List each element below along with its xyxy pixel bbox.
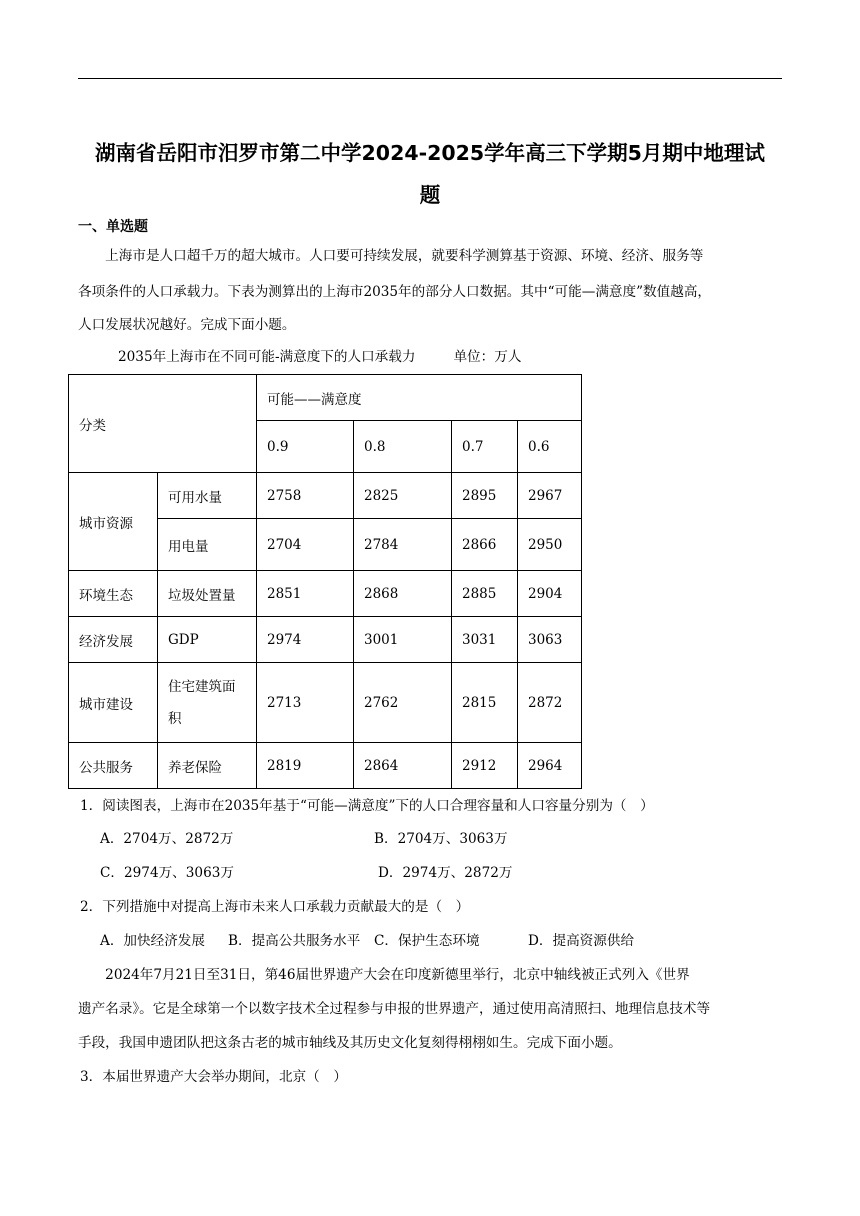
value-cell: 2864: [354, 743, 452, 789]
value-cell: 2885: [452, 571, 518, 617]
item-cell: GDP: [158, 617, 257, 663]
question-1-option-a: A．2704万、2872万: [100, 831, 234, 847]
table-unit: 单位：万人: [453, 349, 522, 365]
section-heading: 一、单选题: [78, 219, 148, 235]
value-cell: 2967: [518, 473, 582, 519]
value-cell: 2868: [354, 571, 452, 617]
value-cell: 2872: [518, 663, 582, 743]
level-cell: 0.6: [518, 421, 582, 473]
value-cell: 2904: [518, 571, 582, 617]
level-cell: 0.7: [452, 421, 518, 473]
value-cell: 2819: [257, 743, 354, 789]
group-cell: 经济发展: [69, 617, 158, 663]
value-cell: 3001: [354, 617, 452, 663]
exam-title-line-2: 题: [419, 183, 441, 207]
question-1-option-d: D．2974万、2872万: [378, 865, 513, 881]
table-row: [69, 743, 582, 789]
item-text-line-2: 积: [168, 710, 182, 727]
level-cell: 0.9: [257, 421, 354, 473]
value-cell: 2825: [354, 473, 452, 519]
value-cell: 2912: [452, 743, 518, 789]
exam-title-line-1: 湖南省岳阳市汨罗市第二中学2024-2025学年高三下学期5月期中地理试: [95, 141, 765, 165]
table-row: [69, 663, 582, 743]
item-cell: 用电量: [158, 519, 257, 571]
passage1-line-3: 人口发展状况越好。完成下面小题。: [78, 317, 296, 333]
table-header-row: [69, 375, 582, 421]
question-2-option-c: C．保护生态环境: [374, 933, 480, 949]
value-cell: 3031: [452, 617, 518, 663]
item-cell: 垃圾处置量: [158, 571, 257, 617]
table-caption: [118, 348, 521, 366]
passage2-line-1: 2024年7月21日至31日，第46届世界遗产大会在印度新德里举行，北京中轴线被正式列入《世界: [78, 967, 690, 983]
table-caption-title: 2035年上海市在不同可能-满意度下的人口承载力: [118, 349, 416, 365]
item-cell: 可用水量: [158, 473, 257, 519]
value-cell: 2762: [354, 663, 452, 743]
question-1-option-c: C．2974万、3063万: [100, 865, 234, 881]
value-cell: 2704: [257, 519, 354, 571]
group-cell: 公共服务: [69, 743, 158, 789]
passage2-line-2: 遗产名录》。它是全球第一个以数字技术全过程参与申报的世界遗产，通过使用高清照扫、地理信息技术等: [78, 1001, 711, 1017]
header-rule: [78, 78, 782, 79]
population-capacity-table: [68, 374, 582, 789]
question-1-option-b: B．2704万、3063万: [374, 831, 508, 847]
table-row: [69, 617, 582, 663]
item-text-line-1: 住宅建筑面: [168, 678, 236, 695]
table-row: [69, 571, 582, 617]
value-cell: 2974: [257, 617, 354, 663]
item-cell: 养老保险: [158, 743, 257, 789]
item-cell: [158, 663, 257, 743]
value-cell: 2950: [518, 519, 582, 571]
level-cell: 0.8: [354, 421, 452, 473]
question-3-stem: 3．本届世界遗产大会举办期间，北京（ ）: [80, 1069, 347, 1085]
value-cell: 2851: [257, 571, 354, 617]
question-2-option-a: A．加快经济发展: [100, 933, 205, 949]
group-cell: 环境生态: [69, 571, 158, 617]
value-cell: 3063: [518, 617, 582, 663]
passage1-line-1: 上海市是人口超千万的超大城市。人口要可持续发展，就要科学测算基于资源、环境、经济、服务等: [78, 248, 704, 264]
question-2-stem: 2．下列措施中对提高上海市未来人口承载力贡献最大的是（ ）: [80, 899, 470, 915]
value-cell: 2713: [257, 663, 354, 743]
group-cell: 城市建设: [69, 663, 158, 743]
value-cell: 2784: [354, 519, 452, 571]
value-cell: 2758: [257, 473, 354, 519]
question-2-option-d: D．提高资源供给: [528, 933, 635, 949]
question-2-option-b: B．提高公共服务水平: [228, 933, 361, 949]
header-group-cell: 可能——满意度: [257, 375, 582, 421]
value-cell: 2866: [452, 519, 518, 571]
question-1-stem: 1．阅读图表，上海市在2035年基于“可能—满意度”下的人口合理容量和人口容量分别为（ ）: [80, 798, 654, 814]
value-cell: 2964: [518, 743, 582, 789]
passage1-line-2: 各项条件的人口承载力。下表为测算出的上海市2035年的部分人口数据。其中“可能—满意度”数值越高，: [78, 284, 712, 300]
passage2-line-3: 手段，我国申遗团队把这条古老的城市轴线及其历史文化复刻得栩栩如生。完成下面小题。: [78, 1035, 622, 1051]
value-cell: 2815: [452, 663, 518, 743]
group-cell: 城市资源: [69, 473, 158, 571]
header-category-cell: 分类: [69, 375, 257, 473]
table-row: [69, 473, 582, 519]
value-cell: 2895: [452, 473, 518, 519]
